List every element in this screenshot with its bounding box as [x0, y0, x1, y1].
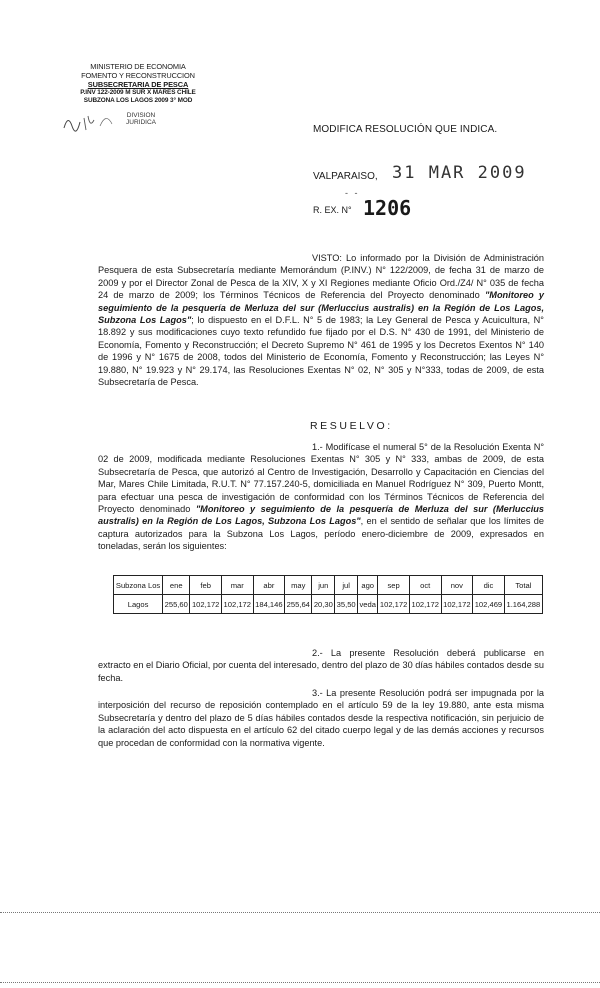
table-header-cell: Total: [504, 576, 542, 595]
table-header-cell: abr: [253, 576, 285, 595]
point-1-paragraph: [98, 441, 544, 553]
ministry-name-2: FOMENTO Y RECONSTRUCCION: [81, 71, 195, 80]
point-2-text: 2.- La presente Resolución deberá publicarse en extracto en el Diario Oficial, por cuenta del interesado, dentro del plazo de 30 días hábiles contados desde su fecha.: [98, 648, 544, 683]
table-header-cell: sep: [378, 576, 410, 595]
table-header-cell: mar: [221, 576, 253, 595]
place-label: VALPARAISO,: [313, 171, 378, 182]
table-cell: 35,50: [335, 595, 358, 614]
table-header-row: [114, 576, 543, 595]
table-cell: 102,172: [409, 595, 441, 614]
division-stamp: [126, 112, 156, 126]
subsecretaria-name: SUBSECRETARIA DE PESCA: [87, 80, 189, 89]
date-stamp: 31 MAR 2009: [392, 163, 527, 183]
reference-line-2: SUBZONA LOS LAGOS 2009 3° MOD: [83, 97, 193, 104]
table-cell: 20,30: [312, 595, 335, 614]
table-header-cell: jul: [335, 576, 358, 595]
table-cell: 102,172: [190, 595, 222, 614]
table-header-cell: ene: [163, 576, 190, 595]
table-cell: Lagos: [114, 595, 163, 614]
rex-label: R. EX. N°: [313, 205, 352, 215]
table-cell: 184,146: [253, 595, 285, 614]
table-cell: veda: [358, 595, 378, 614]
capture-limits-table: [113, 575, 543, 614]
table-cell: 1.164,288: [504, 595, 542, 614]
visto-text-1: VISTO: Lo informado por la División de Administración Pesquera de esta Subsecretaría mediante Memorándum (P.INV.) N° 122/2009, de fecha 31 de marzo de 2009 y por el Director Zonal de Pesca de la XIV, X y XI Regiones mediante Oficio Ord./Z4/ N° 035 de fecha 24 de marzo de 2009; los Términos Técnicos de Referencia del Proyecto denominado: [98, 253, 544, 301]
table-cell: 255,64: [285, 595, 312, 614]
point-3-paragraph: [98, 687, 544, 749]
document-subject: MODIFICA RESOLUCIÓN QUE INDICA.: [313, 124, 498, 135]
point-3-text: 3.- La presente Resolución podrá ser impugnada por la interposición del recurso de reposición contemplado en el artículo 59 de la ley 19.880, ante esta misma Subsecretaría y dentro del plazo de 5 días hábiles contados desde la respectiva notificación, sin perjuicio de la aclaración del acto dispuesta en el artículo 62 del citado cuerpo legal y de las demás acciones y recursos que procedan de conformidad con la normativa vigente.: [98, 688, 544, 748]
resuelvo-heading: RESUELVO:: [310, 420, 393, 432]
point-1-text-2: , en el sentido de señalar que los límites de captura autorizados para la Subzona Los Lagos, período enero-diciembre de 2009, expresados en toneladas, serán los siguientes:: [98, 516, 544, 552]
point-2-paragraph: [98, 647, 544, 684]
stamp-line-1: DIVISION: [126, 112, 156, 119]
table-header-cell: Subzona Los: [114, 576, 163, 595]
ministry-name: MINISTERIO DE ECONOMIA: [90, 62, 186, 71]
table-cell: 102,172: [441, 595, 473, 614]
table-cell: 255,60: [163, 595, 190, 614]
table-row: [114, 595, 543, 614]
table-header-cell: jun: [312, 576, 335, 595]
table-header-cell: oct: [409, 576, 441, 595]
table-cell: 102,172: [378, 595, 410, 614]
visto-paragraph: [98, 252, 544, 388]
visto-text-2: ; lo dispuesto en el D.F.L. N° 5 de 1983; la Ley General de Pesca y Acuicultura, N° 18.892 y sus modificaciones cuyo texto refundido fue fijado por el D.S. N° 430 de 1991, del Ministerio de Economía, Fomento y Reconstrucción; el Decreto Supremo N° 461 de 1995 y los Decretos Exentos N° 140 de 1996 y N° 1675 de 2008, todos del Ministerio de Economía, Fomento y Reconstrucción; las Leyes N° 19.880, N° 19.923 y N° 29.174, las Resoluciones Exentas N° 02, N° 305 y N°333, todas de 2009, de esta Subsecretaría de Pesca.: [98, 315, 544, 388]
table-cell: 102,172: [221, 595, 253, 614]
visto-project-name: "Monitoreo y seguimiento de la pesquería de Merluza del sur (Merluccius australis) en la Región de Los Lagos, Subzona Los Lagos": [98, 290, 544, 326]
table-header-cell: may: [285, 576, 312, 595]
point-1-project-name: "Monitoreo y seguimiento de la pesquería de Merluza del sur (Merluccius australis) en la Región de Los Lagos, Subzona Los Lagos": [98, 504, 544, 527]
rex-number: 1206: [363, 196, 412, 220]
reference-line-1: P.INV 122-2009 M SUR X MARES CHILE: [80, 89, 196, 96]
stamp-line-2: JURIDICA: [126, 119, 156, 126]
table-cell: 102,469: [473, 595, 505, 614]
page-divider: [0, 912, 600, 913]
table-header-cell: nov: [441, 576, 473, 595]
ministry-header: [58, 62, 218, 105]
separator-mark: - -: [345, 188, 360, 198]
signature-stamp: [60, 108, 180, 134]
page-divider: [0, 982, 600, 983]
table-header-cell: feb: [190, 576, 222, 595]
table-header-cell: ago: [358, 576, 378, 595]
table-header-cell: dic: [473, 576, 505, 595]
point-1-text-1: 1.- Modifícase el numeral 5° de la Resolución Exenta N° 02 de 2009, modificada mediante Resoluciones Exentas N° 305 y N° 333, ambas de 2009, de esta Subsecretaría de Pesca, que autorizó al Centro de Investigación, Desarrollo y Capacitación en Ciencias del Mar, Mares Chile Limitada, R.U.T. N° 77.157.240-5, domiciliada en Manuel Rodríguez N° 309, Puerto Montt, para efectuar una pesca de investigación de conformidad con los Términos Técnicos de Referencia del Proyecto denominado: [98, 442, 544, 515]
